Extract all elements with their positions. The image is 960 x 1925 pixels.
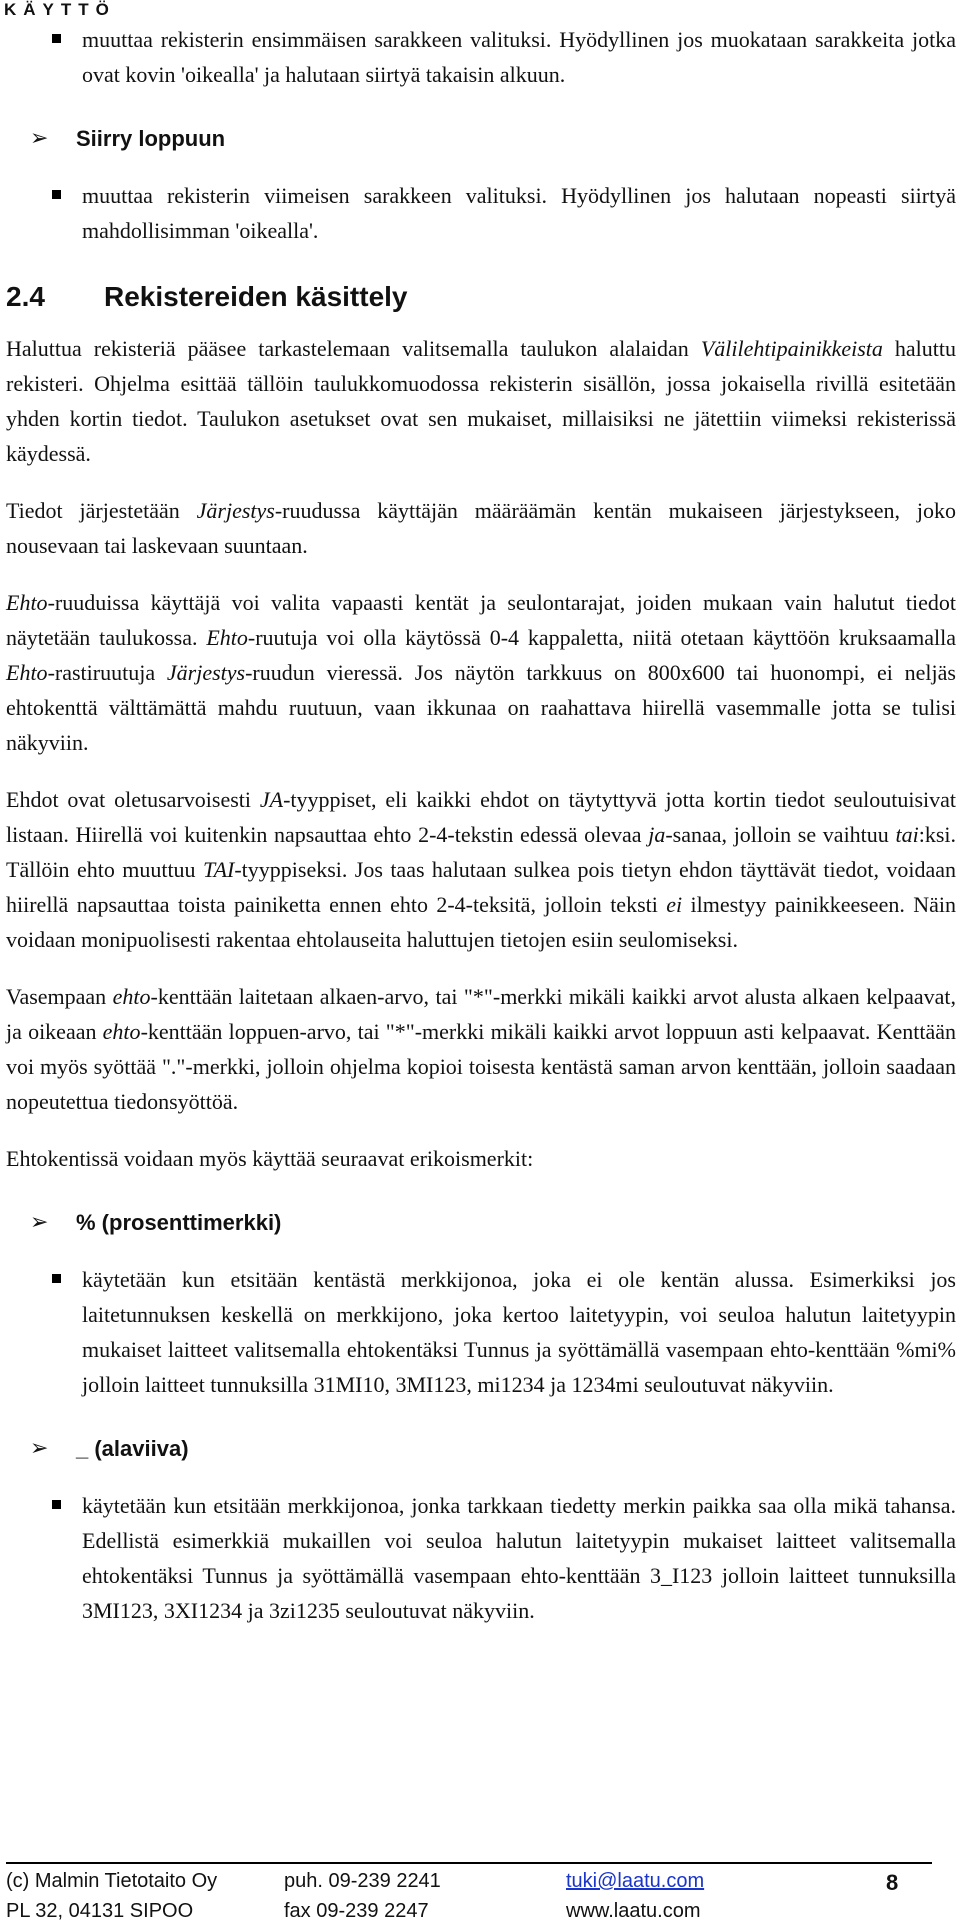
page-number: 8 [886,1870,899,1895]
paragraph: Haluttua rekisteriä pääsee tarkastelemaan valitsemalla taulukon alalaidan Välilehtipainikkeista haluttu rekisteri. Ohjelma esittää tällöin taulukkomuodossa rekisterin sisällön, jossa jokaisella rivillä esitetään yhden kortin tiedot. Taulukon asetukset ovat sen mukaiset, millaisiksi ne jätettiin viimeksi rekisterissä käydessä. [6,336,956,466]
section-number: 2.4 [6,281,45,312]
bullet-item: käytetään kun etsitään merkkijonoa, jonka tarkkaan tiedetty merkin paikka saa olla mikä tahansa. Edellistä esimerkkiä mukaillen voi seuloa halutun laitetyypin mukaiset laitteet valitsemalla ehtokentäksi Tunnus ja syöttämällä vasempaan ehto-kenttään 3_I123 jolloin laitteet tunnuksilla 3MI123, 3XI1234 ja 3zi1235 seuloutuvat näkyviin. [6,1488,956,1628]
square-bullet-icon [52,190,61,199]
footer-address: PL 32, 04131 SIPOO [6,1900,194,1922]
footer-phone: puh. 09-239 2241 [284,1870,441,1892]
footer-website[interactable]: www.laatu.com [566,1900,701,1922]
bullet-item: muuttaa rekisterin viimeisen sarakkeen valituksi. Hyödyllinen jos halutaan nopeasti siirtyä mahdollisimman 'oikealla'. [6,178,956,248]
document-body [6,22,956,1628]
bullet-item: käytetään kun etsitään kentästä merkkijonoa, joka ei ole kentän alussa. Esimerkiksi jos laitetunnuksen keskellä on merkkijono, joka kertoo laitetyypin, voi seuloa halutun laitetyypin mukaiset laitteet valitsemalla ehtokentäksi Tunnus ja syöttämällä vasempaan ehto-kenttään %mi% jolloin laitteet tunnuksilla 31MI10, 3MI123, mi1234 ja 1234mi seuloutuvat näkyviin. [6,1262,956,1402]
bullet-item: muuttaa rekisterin ensimmäisen sarakkeen valituksi. Hyödyllinen jos muokataan sarakkeita jotka ovat kovin 'oikealla' ja halutaan siirtyä takaisin alkuun. [6,22,956,92]
section-heading [6,277,956,317]
arrow-bullet-icon: ➢ [30,126,49,151]
paragraph: Vasempaan ehto-kenttään laitetaan alkaen-arvo, tai "*"-merkki mikäli kaikki arvot alusta alkaen kelpaavat, ja oikeaan ehto-kenttään loppuen-arvo, tai "*"-merkki mikäli kaikki arvot loppuun asti kelpaavat. Kenttään voi myös syöttää "."-merkki, jolloin ohjelma kopioi toisesta kentästä saman arvon kenttään, jolloin saadaan nopeutettua tiedonsyöttöä. [6,984,956,1114]
subheading-alaviiva: ➢ _ (alaviiva) [6,1431,956,1466]
page-header: KÄYTTÖ [4,0,116,19]
paragraph: Ehtokentissä voidaan myös käyttää seuraavat erikoismerkit: [6,1146,534,1171]
square-bullet-icon [52,34,61,43]
paragraph: Ehdot ovat oletusarvoisesti JA-tyyppiset, eli kaikki ehdot on täytyttyvä jotta kortin tiedot seuloutuisivat listaan. Hiirellä voi kuitenkin napsauttaa ehto 2-4-tekstin edessä olevaa ja-sanaa, jolloin se vaihtuu tai:ksi. Tällöin ehto muuttuu TAI-tyyppiseksi. Jos taas halutaan sulkea pois tietyn ehdon täyttävät tiedot, voidaan hiirellä napsauttaa toista painiketta ennen ehto 2-4-teksitä, jolloin teksti ei ilmestyy painikkeeseen. Näin voidaan monipuolisesti rakentaa ehtolauseita haluttujen tietojen esiin seulomiseksi. [6,787,957,952]
footer-email-link[interactable]: tuki@laatu.com [566,1870,705,1892]
arrow-bullet-icon: ➢ [30,1436,49,1461]
footer-fax: fax 09-239 2247 [284,1900,429,1922]
paragraph: Tiedot järjestetään Järjestys-ruudussa käyttäjän määräämän kentän mukaiseen järjestykseen, joko nousevaan tai laskevaan suuntaan. [6,498,956,558]
square-bullet-icon [52,1274,61,1283]
footer-company: (c) Malmin Tietotaito Oy [6,1870,218,1892]
square-bullet-icon [52,1500,61,1509]
subheading-siirry-loppuun: ➢ Siirry loppuun [6,121,956,156]
page-footer [6,1862,932,1924]
subheading-prosenttimerkki: ➢ % (prosenttimerkki) [6,1205,956,1240]
section-title: Rekistereiden käsittely [104,281,408,312]
arrow-bullet-icon: ➢ [30,1210,49,1235]
paragraph: Ehto-ruuduissa käyttäjä voi valita vapaasti kentät ja seulontarajat, joiden mukaan vain halutut tiedot näytetään taulukossa. Ehto-ruutuja voi olla käytössä 0-4 kappaletta, niitä otetaan käyttöön kruksaamalla Ehto-rastiruutuja Järjestys-ruudun vieressä. Jos näytön tarkkuus on 800x600 tai huonompi, ei neljäs ehtokenttä välttämättä mahdu ruutuun, vaan ikkunaa on raahattava hiirellä vasemmalle jotta se tulisi näkyviin. [6,590,956,755]
